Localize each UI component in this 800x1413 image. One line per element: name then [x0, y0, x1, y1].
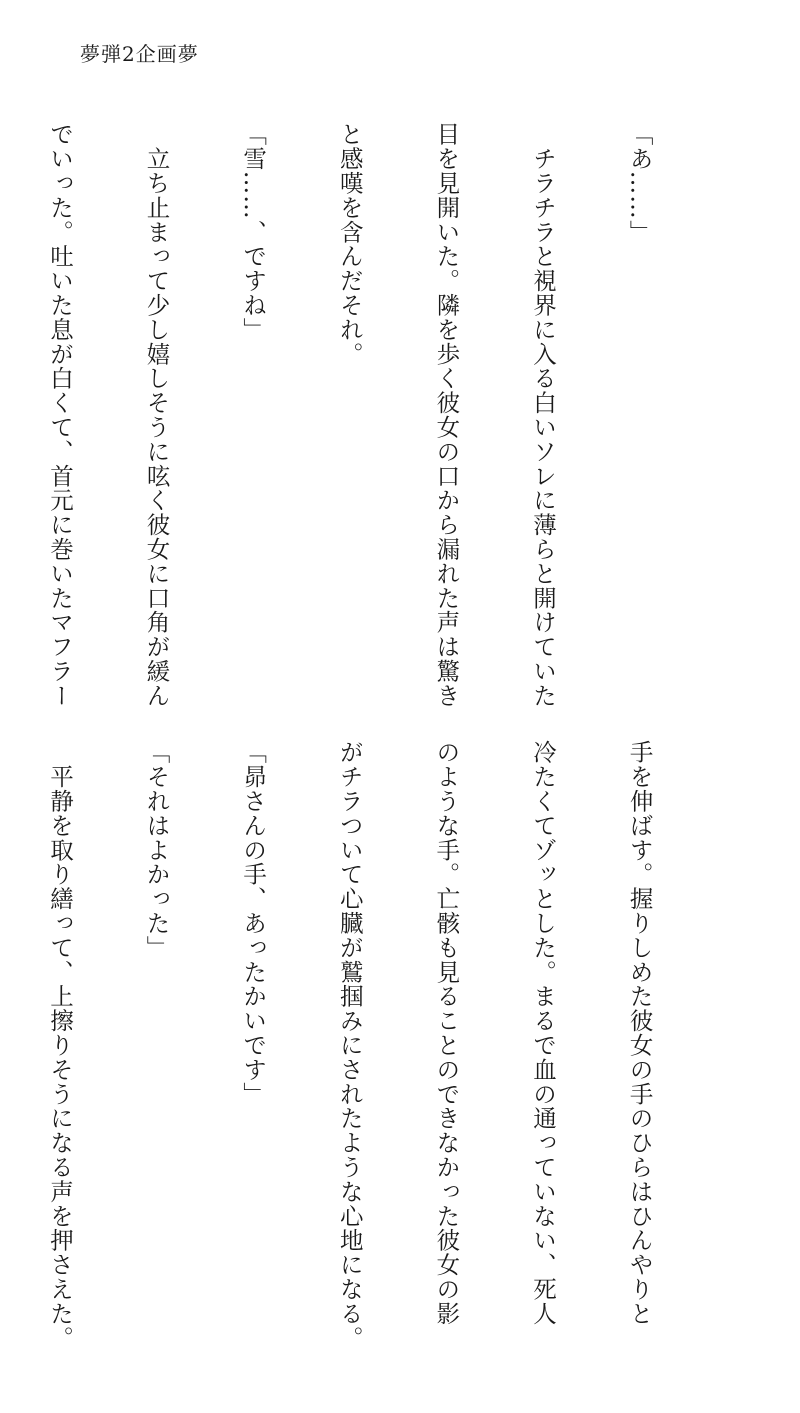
- text-column: 「雪……、ですね」: [239, 122, 268, 342]
- text-column: 「あ……」: [625, 122, 654, 244]
- text-column: 冷たくてゾッとした。まるで血の通っていない、死人: [528, 740, 557, 1326]
- text-column: がチラついて心臓が鷲掴みにされたような心地になる。: [335, 740, 364, 1350]
- text-column: チラチラと視界に入る白いソレに薄らと開けていた: [528, 122, 557, 708]
- text-column: 手を伸ばす。握りしめた彼女の手のひらはひんやりと: [625, 740, 654, 1326]
- text-column: 目を見開いた。隣を歩く彼女の口から漏れた声は驚き: [432, 122, 461, 708]
- text-column: 平静を取り繕って、上擦りそうになる声を押さえた。: [45, 740, 74, 1350]
- text-column: と感嘆を含んだそれ。: [335, 122, 364, 366]
- page-header: 夢弾2企画夢: [80, 42, 199, 66]
- text-column: のような手。亡骸も見ることのできなかった彼女の影: [432, 740, 461, 1326]
- text-column: でいった。吐いた息が白くて、首元に巻いたマフラー: [45, 122, 74, 708]
- text-column: 立ち止まって少し嬉しそうに呟く彼女に口角が緩ん: [142, 122, 171, 708]
- text-column: 「昴さんの手、あったかいです」: [239, 740, 268, 1106]
- text-block-bottom: [45, 740, 720, 1350]
- text-column: 「それはよかった」: [142, 740, 171, 960]
- text-block-top: [45, 122, 720, 708]
